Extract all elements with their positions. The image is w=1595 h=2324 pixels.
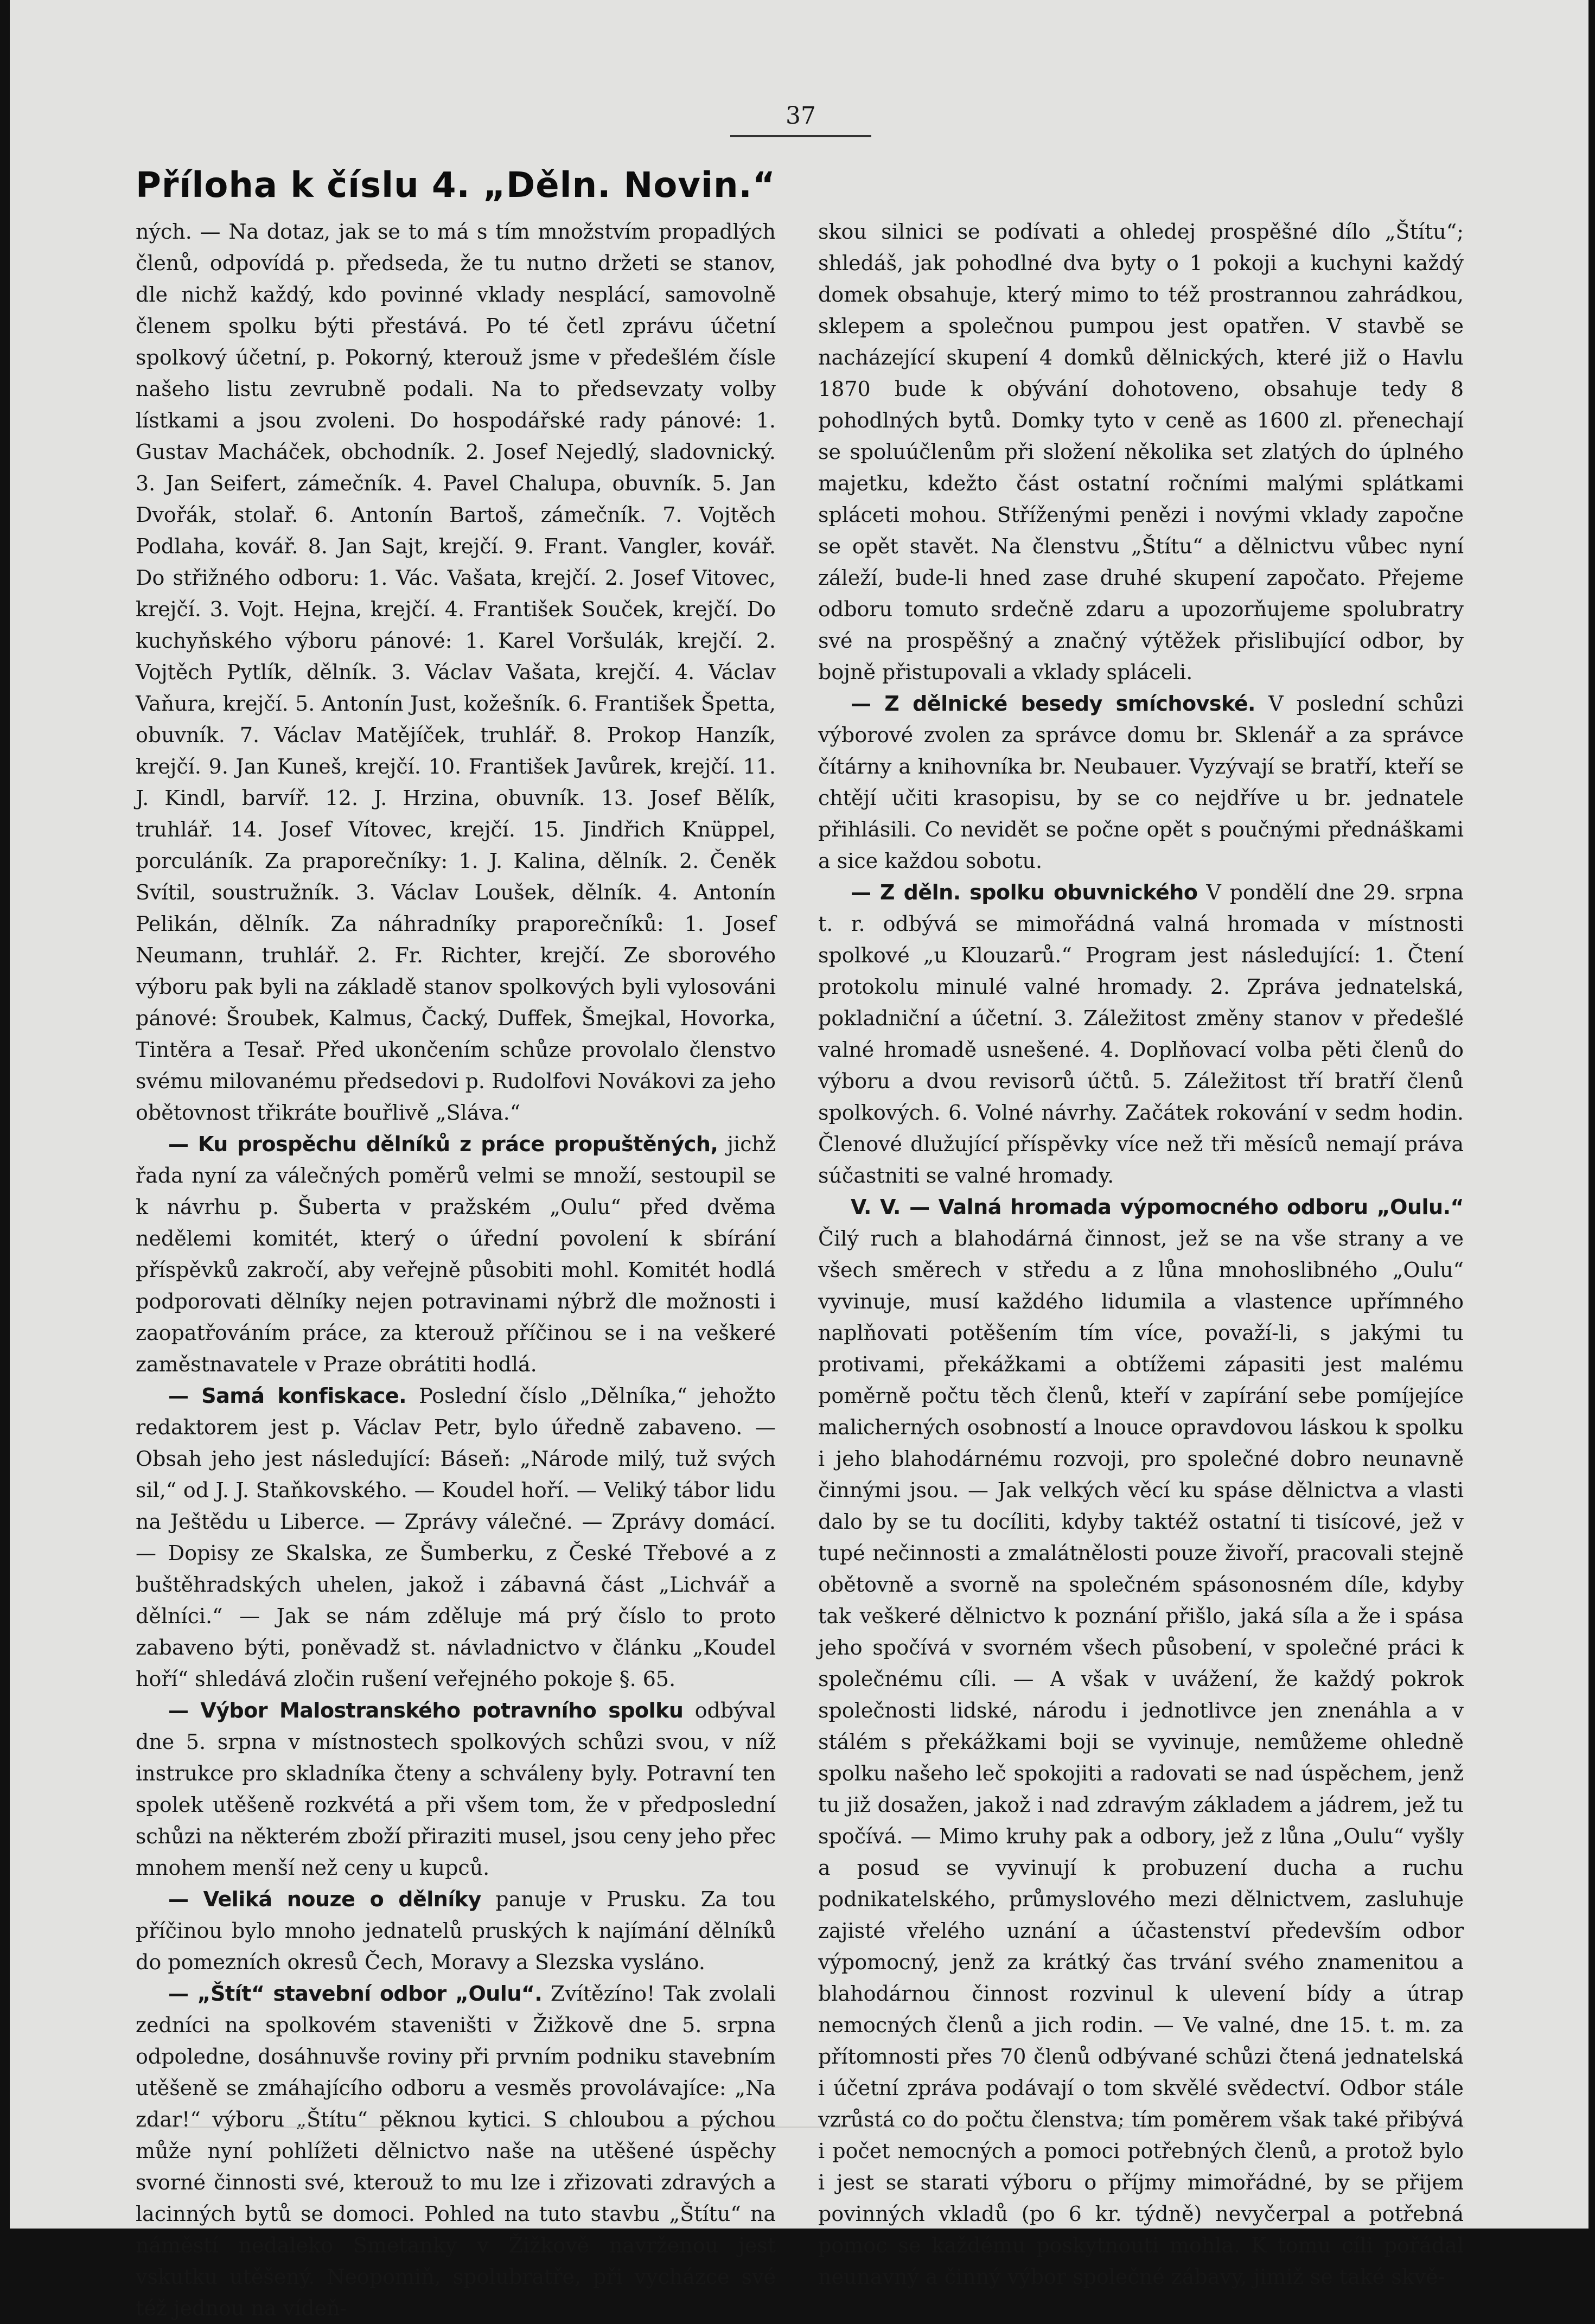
article-paragraph: — Ku prospěchu dělníků z práce propuštěných, jichž řada nyní za válečných poměrů velmi se množí, sestoupil se k návrhu p. Šuberta v pražském „Oulu“ před dvěma nedělemi komitét, který o úřední povolení k sbírání příspěvků zakročí, aby veřejně působiti mohl. Komitét hodlá podporovati dělníky nejen potravinami nýbrž dle možnosti i zaopatřováním práce, za kterouž příčinou se i na veškeré zaměstnavatele v Praze obrátiti hodlá. [136, 1132, 776, 1376]
article-heading: — Výbor Malostranského potravního spolku [168, 1699, 684, 1722]
article-heading: — Veliká nouze o dělníky [168, 1887, 481, 1911]
article-paragraph: — „Štít“ stavební odbor „Oulu“. Zvítězíno! Tak zvolali zedníci na spolkovém staveništi v Žižkově dne 5. srpna odpoledne, dosáhnuvše roviny při prvním podniku stavebním utěšeně se zmáhajícího odboru a vesměs provolávajíce: „Na zdar!“ výboru „Štítu“ pěknou kytici. S chloubou a pýchou může nyní pohlížeti dělnictvo naše na utěšené úspěchy svorné činnosti své, kterouž to mu lze i zřizovati zdravých a lacinných bytů se domoci. Pohled na tuto stavbu „Štítu“ na náměstí nedaleko Smetanky v Žižkově navrženou jest vskutku utěšený. Neopomiň, spolubratře, při vycházce své též jednou na vídeň- [136, 1982, 776, 2320]
right-column [818, 216, 1464, 2293]
article-heading: V. V. — Valná hromada výpomocného odboru „Oulu.“ [851, 1195, 1464, 1219]
article-heading: — „Štít“ stavební odbor „Oulu“. [168, 1982, 543, 2006]
article-paragraph: V. V. — Valná hromada výpomocného odboru „Oulu.“ Čilý ruch a blahodárná činnost, jež se na vše strany a ve všech směrech v středu a z lůna mnohoslibného „Oulu“ vyvinuje, musí každého lidumila a vlastence upřímného naplňovati potěšením tím více, považí-li, s jakými tu protivami, překážkami a obtížemi zápasiti jest malému poměrně počtu těch členů, kteří v zapírání sebe pomíjejíce malicherných osobností a lnouce opravdovou láskou k spolku i jeho blahodárnému rozvoji, pro společné dobro neunavně činnými jsou. — Jak velkých věcí ku spáse dělnictva a vlasti dalo by se tu docíliti, kdyby taktéž ostatní ti tisícové, jež v tupé nečinnosti a zmalátnělosti pouze živoří, pracovali stejně obětovně a svorně na společném spásonosném díle, kdyby tak veškeré dělnictvo k poznání přišlo, jaká síla a že i spása jeho spočívá v svorném všech působení, v společné práci k společnému cíli. — A však v uvážení, že každý pokrok společnosti lidské, národu i jednotlivce jen znenáhla a v stálém s překážkami boji se vyvinuje, nemůžeme ohledně spolku našeho leč spokojiti a radovati se nad úspěchem, jenž tu již dosažen, jakož i nad zdravým základem a jádrem, jež tu spočívá. — Mimo kruhy pak a odbory, jež z lůna „Oulu“ vyšly a posud se vyvinují k probuzení ducha a ruchu podnikatelského, průmyslového mezi dělnictvem, zasluhuje zajisté vřelého uznání a účastenství především odbor výpomocný, jenž za krátký čas trvání svého znamenitou a blahodárnou činnost rozvinul k ulevení bídy a útrap nemocných členů a jich rodin. — Ve valné, dne 15. t. m. za přítomnosti přes 70 členů odbývané schůzi čtená jednatelská i účetní zpráva podávají o tom skvělé svědectví. Odbor stále vzrůstá co do počtu členstva; tím poměrem však také přibývá i počet nemocných a pomoci potřebných členů, a protož bylo i jest se starati výboru o příjmy mimořádné, by se přijem povinných vkladů (po 6 kr. týdně) nevyčerpal a potřebná pomoc se každému poskytnouti mohla. K tomu cíli pořádal neunavný a činný výbor společné zábavy, jimiž se také skvě- [818, 1195, 1464, 2289]
page-number: 37 [730, 102, 871, 137]
article-heading: — Samá konfiskace. [168, 1384, 407, 1408]
article-paragraph: — Z dělnické besedy smíchovské. V poslední schůzi výborové zvolen za správce domu br. Sklenář a za správce čítárny a knihovníka br. Neubauer. Vyzývají se bratří, kteří se chtějí učiti krasopisu, by se co nejdříve u br. jednatele přihlásili. Co nevidět se počne opět s poučnými přednáškami a sice každou sobotu. [818, 692, 1464, 873]
left-column [136, 216, 776, 2324]
article-paragraph: skou silnici se podívati a ohledej prospěšné dílo „Štítu“; shledáš, jak pohodlné dva byty o 1 pokoji a kuchyni každý domek obsahuje, který mimo to též prostrannou zahrádkou, sklepem a společnou pumpou jest opatřen. V stavbě se nacházející skupení 4 domků dělnických, které již o Havlu 1870 bude k obývání dohotoveno, obsahuje tedy 8 pohodlných bytů. Domky tyto v ceně as 1600 zl. přenechají se spoluúčlenům při složení několika set zlatých do úplného majetku, kdežto část ostatní ročními malými splátkami spláceti mohou. Stříženými penězi i novými vklady započne se opět stavět. Na členstvu „Štítu“ a dělnictvu vůbec nyní záleží, bude-li hned zase druhé skupení započato. Přejeme odboru tomuto srdečně zdaru a upozorňujeme spolubratry své na prospěšný a značný výtěžek přislibující odbor, by bojně přistupovali a vklady spláceli. [818, 220, 1464, 684]
article-paragraph: — Samá konfiskace. Poslední číslo „Dělníka,“ jehožto redaktorem jest p. Václav Petr, bylo úředně zabaveno. — Obsah jeho jest následující: Báseň: „Národe milý, tuž svých sil,“ od J. J. Staňkovského. — Koudel hoří. — Veliký tábor lidu na Ještědu u Liberce. — Zprávy válečné. — Zprávy domácí. — Dopisy ze Skalska, ze Šumberku, z České Třebové a z buštěhradských uhelen, jakož i zábavná část „Lichvář a dělníci.“ — Jak se nám zděluje má prý číslo to proto zabaveno býti, poněvadž st. návladnictvo v článku „Koudel hoří“ shledává zločin rušení veřejného pokoje §. 65. [136, 1384, 776, 1691]
article-paragraph: — Výbor Malostranského potravního spolku odbýval dne 5. srpna v místnostech spolkových schůzi svou, v níž instrukce pro skladníka čteny a schváleny byly. Potravní ten spolek utěšeně rozkvétá a při všem tom, že v předposlední schůzi na některém zboží přiraziti musel, jsou ceny jeho přec mnohem menší než ceny u kupců. [136, 1699, 776, 1880]
article-heading: — Z děln. spolku obuvnického [851, 880, 1198, 904]
article-paragraph: — Veliká nouze o dělníky panuje v Prusku. Za tou příčinou bylo mnoho jednatelů pruských k najímání dělníků do pomezních okresů Čech, Moravy a Slezska vysláno. [136, 1887, 776, 1974]
supplement-header: Příloha k číslu 4. „Děln. Novin.“ [136, 165, 776, 206]
article-heading: — Z dělnické besedy smíchovské. [851, 692, 1255, 716]
article-heading: — Ku prospěchu dělníků z práce propuštěných, [168, 1132, 718, 1156]
article-paragraph: ných. — Na dotaz, jak se to má s tím množstvím propadlých členů, odpovídá p. předseda, že tu nutno držeti se stanov, dle nichž každý, kdo povinné vklady nesplácí, samovolně členem spolku býti přestává. Po té četl zprávu účetní spolkový účetní, p. Pokorný, kterouž jsme v předešlém čísle našeho listu zevrubně podali. Na to předsevzaty volby lístkami a jsou zvoleni. Do hospodářské rady pánové: 1. Gustav Macháček, obchodník. 2. Josef Nejedlý, sladovnický. 3. Jan Seifert, zámečník. 4. Pavel Chalupa, obuvník. 5. Jan Dvořák, stolař. 6. Antonín Bartoš, zámečník. 7. Vojtěch Podlaha, kovář. 8. Jan Sajt, krejčí. 9. Frant. Vangler, kovář. Do střižného odboru: 1. Vác. Vašata, krejčí. 2. Josef Vitovec, krejčí. 3. Vojt. Hejna, krejčí. 4. František Souček, krejčí. Do kuchyňského výboru pánové: 1. Karel Voršulák, krejčí. 2. Vojtěch Pytlík, dělník. 3. Václav Vašata, krejčí. 4. Václav Vaňura, krejčí. 5. Antonín Just, kožešník. 6. František Špetta, obuvník. 7. Václav Matějíček, truhlář. 8. Prokop Hanzík, krejčí. 9. Jan Kuneš, krejčí. 10. František Javůrek, krejčí. 11. J. Kindl, barvíř. 12. J. Hrzina, obuvník. 13. Josef Bělík, truhlář. 14. Josef Vítovec, krejčí. 15. Jindřich Knüppel, porculáník. Za praporečníky: 1. J. Kalina, dělník. 2. Čeněk Svítil, soustružník. 3. Václav Loušek, dělník. 4. Antonín Pelikán, dělník. Za náhradníky praporečníků: 1. Josef Neumann, truhlář. 2. Fr. Richter, krejčí. Ze sborového výboru pak byli na základě stanov spolkových byli vylosováni pánové: Šroubek, Kalmus, Čacký, Duffek, Šmejkal, Hovorka, Tintěra a Tesař. Před ukončením schůze provolalo členstvo svému milovanému předsedovi p. Rudolfovi Novákovi za jeho obětovnost třikráte bouřlivě „Sláva.“ [136, 220, 776, 1125]
page-bottom-rule [136, 2127, 1465, 2128]
article-paragraph: — Z děln. spolku obuvnického V pondělí dne 29. srpna t. r. odbývá se mimořádná valná hromada v místnosti spolkové „u Klouzarů.“ Program jest následující: 1. Čtení protokolu minulé valné hromady. 2. Zpráva jednatelská, pokladniční a účetní. 3. Záležitost změny stanov v předešlé valné hromadě usnešené. 4. Doplňovací volba pěti členů do výboru a dvou revisorů účtů. 5. Záležitost tří bratří členů spolkových. 6. Volné návrhy. Začátek rokování v sedm hodin. Členové dlužující příspěvky více než tři měsíců nemají práva súčastniti se valné hromady. [818, 880, 1464, 1187]
newspaper-page [10, 0, 1588, 2320]
